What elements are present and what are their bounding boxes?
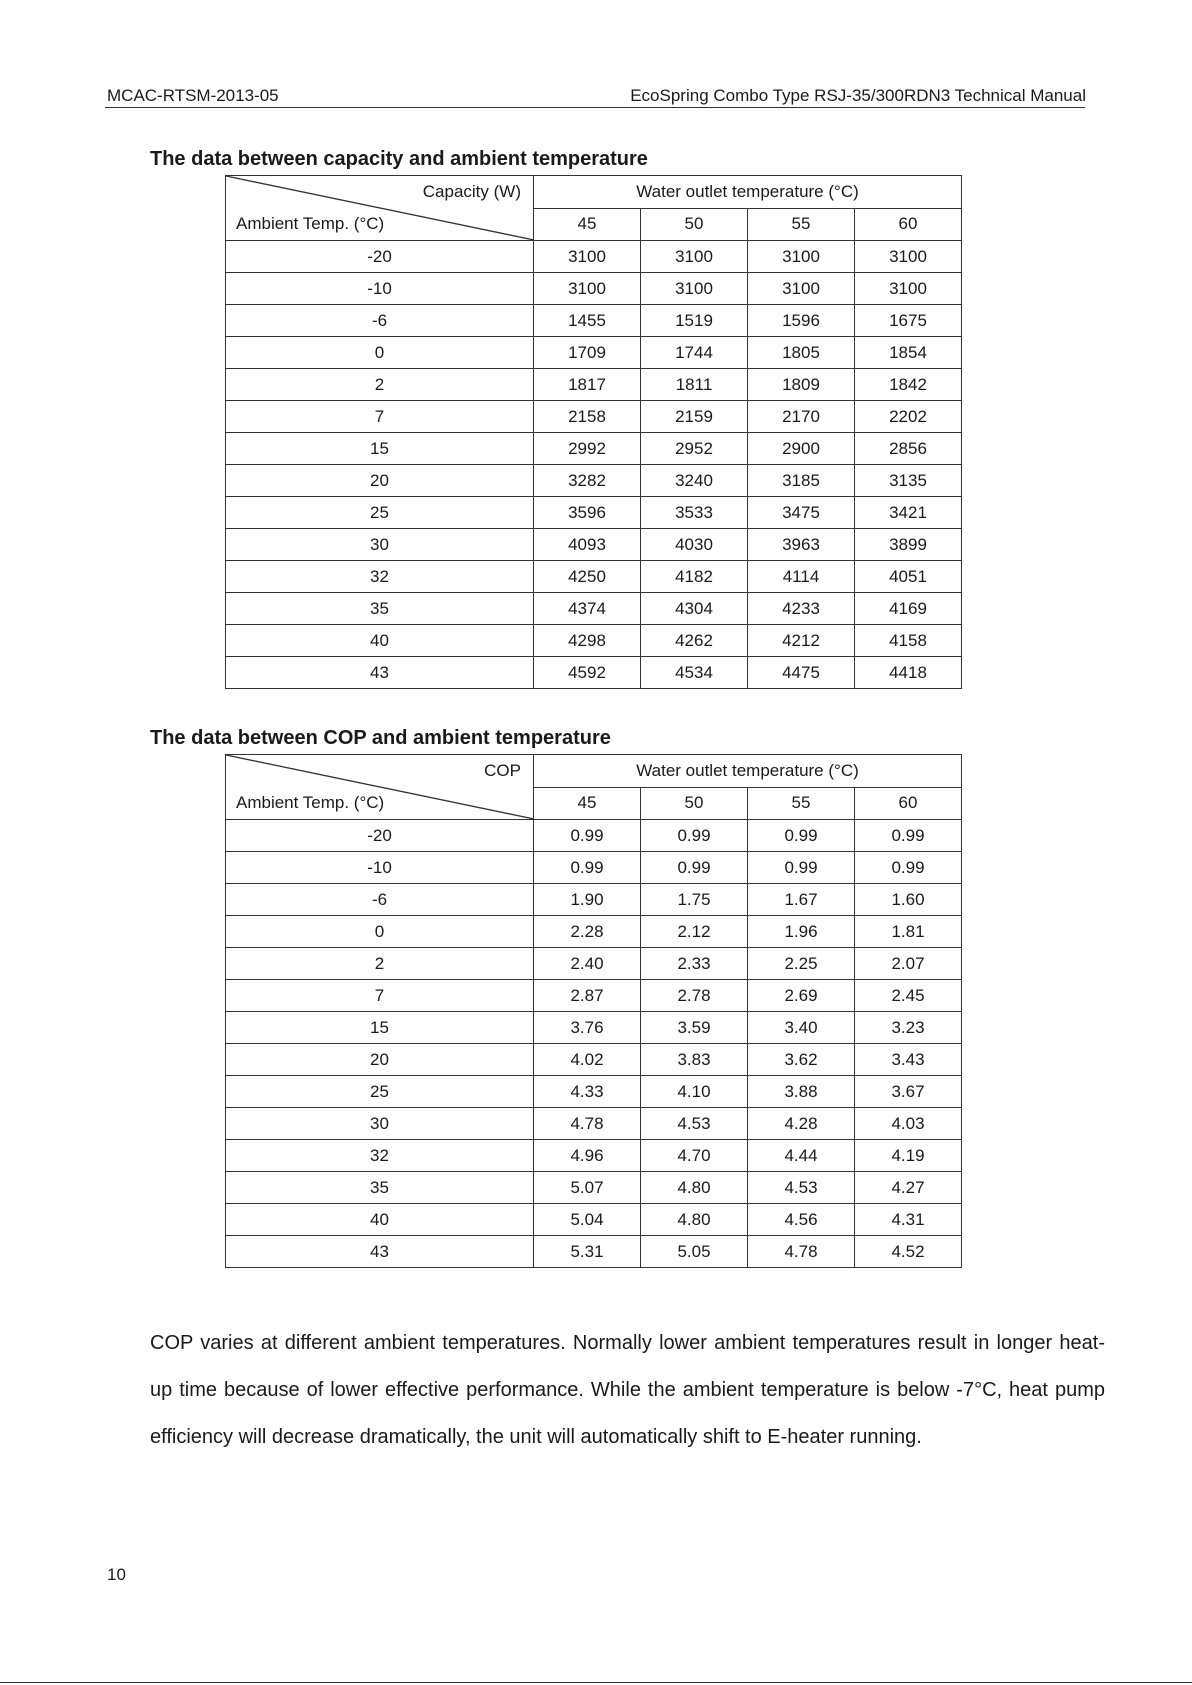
value-cell: 2.45 <box>855 980 962 1012</box>
table-row <box>226 1236 962 1268</box>
table-row <box>226 305 962 337</box>
page-number: 10 <box>107 1565 126 1584</box>
value-cell: 4.44 <box>748 1140 855 1172</box>
value-cell: 4158 <box>855 625 962 657</box>
ambient-temp-cell: -6 <box>226 305 534 337</box>
value-cell: 3282 <box>534 465 641 497</box>
table-row <box>226 852 962 884</box>
value-cell: 4.56 <box>748 1204 855 1236</box>
corner-ambient-label: Ambient Temp. (°C) <box>236 214 385 233</box>
value-cell: 3.43 <box>855 1044 962 1076</box>
value-cell: 3100 <box>748 273 855 305</box>
ambient-temp-cell: 25 <box>226 1076 534 1108</box>
value-cell: 4.19 <box>855 1140 962 1172</box>
table-row <box>226 465 962 497</box>
ambient-temp-cell: 20 <box>226 1044 534 1076</box>
value-cell: 4298 <box>534 625 641 657</box>
value-cell: 3596 <box>534 497 641 529</box>
corner-quantity-label: Capacity (W) <box>422 182 521 201</box>
table-row <box>226 593 962 625</box>
value-cell: 3.23 <box>855 1012 962 1044</box>
outlet-temp-header: 45 <box>534 787 641 820</box>
value-cell: 3.88 <box>748 1076 855 1108</box>
value-cell: 5.31 <box>534 1236 641 1268</box>
table-row <box>226 241 962 273</box>
value-cell: 2170 <box>748 401 855 433</box>
value-cell: 1811 <box>641 369 748 401</box>
ambient-temp-cell: -20 <box>226 820 534 852</box>
value-cell: 1.81 <box>855 916 962 948</box>
ambient-temp-cell: -10 <box>226 852 534 884</box>
value-cell: 2900 <box>748 433 855 465</box>
value-cell: 4.10 <box>641 1076 748 1108</box>
table-row <box>226 1108 962 1140</box>
body-paragraph: COP varies at different ambient temperatures. Normally lower ambient temperatures result in longer heat-up time because of lower effective performance. While the ambient temperature is below -7°C, heat pump efficiency will decrease dramatically, the unit will automatically shift to E-heater running. <box>150 1332 1105 1448</box>
value-cell: 2202 <box>855 401 962 433</box>
value-cell: 3533 <box>641 497 748 529</box>
corner-quantity-label: COP <box>484 761 521 780</box>
ambient-temp-cell: 25 <box>226 497 534 529</box>
capacity-table <box>225 175 962 689</box>
value-cell: 1809 <box>748 369 855 401</box>
value-cell: 3240 <box>641 465 748 497</box>
table-row <box>226 1076 962 1108</box>
table-row <box>226 497 962 529</box>
value-cell: 0.99 <box>534 820 641 852</box>
outlet-temp-header: 45 <box>534 208 641 241</box>
cop-table-title: The data between COP and ambient temperature <box>150 727 611 749</box>
value-cell: 1596 <box>748 305 855 337</box>
value-cell: 2158 <box>534 401 641 433</box>
table-row <box>226 1044 962 1076</box>
ambient-temp-cell: -20 <box>226 241 534 273</box>
value-cell: 3.40 <box>748 1012 855 1044</box>
header-manual-title: EcoSpring Combo Type RSJ-35/300RDN3 Technical Manual <box>630 86 1086 105</box>
value-cell: 4250 <box>534 561 641 593</box>
ambient-temp-cell: 43 <box>226 1236 534 1268</box>
table-row <box>226 657 962 689</box>
value-cell: 4.80 <box>641 1204 748 1236</box>
value-cell: 2.87 <box>534 980 641 1012</box>
ambient-temp-cell: 40 <box>226 625 534 657</box>
ambient-temp-cell: 43 <box>226 657 534 689</box>
value-cell: 4233 <box>748 593 855 625</box>
ambient-temp-cell: 35 <box>226 593 534 625</box>
value-cell: 4114 <box>748 561 855 593</box>
value-cell: 2.07 <box>855 948 962 980</box>
value-cell: 0.99 <box>641 852 748 884</box>
ambient-temp-cell: 32 <box>226 1140 534 1172</box>
table-row <box>226 369 962 401</box>
ambient-temp-cell: 30 <box>226 529 534 561</box>
value-cell: 3.76 <box>534 1012 641 1044</box>
value-cell: 3135 <box>855 465 962 497</box>
value-cell: 3100 <box>641 273 748 305</box>
value-cell: 3100 <box>748 241 855 273</box>
value-cell: 4051 <box>855 561 962 593</box>
header-rule <box>105 107 1085 108</box>
value-cell: 3421 <box>855 497 962 529</box>
ambient-temp-cell: 0 <box>226 337 534 369</box>
ambient-temp-cell: 0 <box>226 916 534 948</box>
value-cell: 4.70 <box>641 1140 748 1172</box>
value-cell: 4030 <box>641 529 748 561</box>
value-cell: 3.62 <box>748 1044 855 1076</box>
value-cell: 0.99 <box>748 852 855 884</box>
value-cell: 1455 <box>534 305 641 337</box>
value-cell: 4.31 <box>855 1204 962 1236</box>
ambient-temp-cell: 30 <box>226 1108 534 1140</box>
value-cell: 1675 <box>855 305 962 337</box>
ambient-temp-cell: -10 <box>226 273 534 305</box>
value-cell: 1.75 <box>641 884 748 916</box>
value-cell: 4.02 <box>534 1044 641 1076</box>
value-cell: 5.04 <box>534 1204 641 1236</box>
value-cell: 3.83 <box>641 1044 748 1076</box>
value-cell: 4.53 <box>641 1108 748 1140</box>
ambient-temp-cell: 40 <box>226 1204 534 1236</box>
value-cell: 3475 <box>748 497 855 529</box>
value-cell: 4.52 <box>855 1236 962 1268</box>
value-cell: 3100 <box>534 273 641 305</box>
value-cell: 1.60 <box>855 884 962 916</box>
value-cell: 1.96 <box>748 916 855 948</box>
ambient-temp-cell: 32 <box>226 561 534 593</box>
ambient-temp-cell: 2 <box>226 369 534 401</box>
value-cell: 4169 <box>855 593 962 625</box>
group-header: Water outlet temperature (°C) <box>534 755 962 788</box>
table-row <box>226 273 962 305</box>
value-cell: 2856 <box>855 433 962 465</box>
value-cell: 2.40 <box>534 948 641 980</box>
value-cell: 1709 <box>534 337 641 369</box>
outlet-temp-header: 60 <box>855 208 962 241</box>
value-cell: 4.96 <box>534 1140 641 1172</box>
value-cell: 4.27 <box>855 1172 962 1204</box>
table-row <box>226 561 962 593</box>
value-cell: 3185 <box>748 465 855 497</box>
value-cell: 3963 <box>748 529 855 561</box>
value-cell: 1519 <box>641 305 748 337</box>
value-cell: 1817 <box>534 369 641 401</box>
value-cell: 0.99 <box>534 852 641 884</box>
table-row <box>226 625 962 657</box>
value-cell: 4093 <box>534 529 641 561</box>
value-cell: 3100 <box>855 241 962 273</box>
value-cell: 2.78 <box>641 980 748 1012</box>
value-cell: 3100 <box>641 241 748 273</box>
value-cell: 1805 <box>748 337 855 369</box>
value-cell: 2.33 <box>641 948 748 980</box>
value-cell: 4.33 <box>534 1076 641 1108</box>
value-cell: 4.03 <box>855 1108 962 1140</box>
outlet-temp-header: 55 <box>748 208 855 241</box>
value-cell: 0.99 <box>855 820 962 852</box>
value-cell: 0.99 <box>748 820 855 852</box>
value-cell: 1.90 <box>534 884 641 916</box>
value-cell: 4.80 <box>641 1172 748 1204</box>
value-cell: 4304 <box>641 593 748 625</box>
value-cell: 3.67 <box>855 1076 962 1108</box>
value-cell: 1744 <box>641 337 748 369</box>
value-cell: 2952 <box>641 433 748 465</box>
value-cell: 4182 <box>641 561 748 593</box>
page-bottom-edge <box>0 1682 1192 1683</box>
outlet-temp-header: 60 <box>855 787 962 820</box>
value-cell: 2.69 <box>748 980 855 1012</box>
table-row <box>226 1012 962 1044</box>
outlet-temp-header: 55 <box>748 787 855 820</box>
value-cell: 4212 <box>748 625 855 657</box>
value-cell: 4475 <box>748 657 855 689</box>
table-row <box>226 884 962 916</box>
table-row <box>226 916 962 948</box>
value-cell: 2.25 <box>748 948 855 980</box>
value-cell: 3100 <box>855 273 962 305</box>
group-header: Water outlet temperature (°C) <box>534 176 962 209</box>
table-row <box>226 948 962 980</box>
value-cell: 5.07 <box>534 1172 641 1204</box>
table-row <box>226 529 962 561</box>
header-doc-code: MCAC-RTSM-2013-05 <box>107 86 279 105</box>
value-cell: 2.28 <box>534 916 641 948</box>
value-cell: 4.28 <box>748 1108 855 1140</box>
ambient-temp-cell: -6 <box>226 884 534 916</box>
ambient-temp-cell: 20 <box>226 465 534 497</box>
table-row <box>226 433 962 465</box>
value-cell: 3899 <box>855 529 962 561</box>
value-cell: 1.67 <box>748 884 855 916</box>
value-cell: 4.53 <box>748 1172 855 1204</box>
value-cell: 4374 <box>534 593 641 625</box>
corner-header-cell <box>226 176 534 241</box>
corner-header-cell <box>226 755 534 820</box>
ambient-temp-cell: 15 <box>226 433 534 465</box>
value-cell: 4418 <box>855 657 962 689</box>
value-cell: 1854 <box>855 337 962 369</box>
value-cell: 2.12 <box>641 916 748 948</box>
value-cell: 0.99 <box>641 820 748 852</box>
capacity-table-title: The data between capacity and ambient temperature <box>150 148 648 170</box>
ambient-temp-cell: 7 <box>226 401 534 433</box>
value-cell: 5.05 <box>641 1236 748 1268</box>
table-row <box>226 820 962 852</box>
value-cell: 4534 <box>641 657 748 689</box>
table-row <box>226 1172 962 1204</box>
value-cell: 4592 <box>534 657 641 689</box>
table-row <box>226 980 962 1012</box>
value-cell: 0.99 <box>855 852 962 884</box>
table-row <box>226 401 962 433</box>
outlet-temp-header: 50 <box>641 208 748 241</box>
value-cell: 4262 <box>641 625 748 657</box>
outlet-temp-header: 50 <box>641 787 748 820</box>
value-cell: 3100 <box>534 241 641 273</box>
table-row <box>226 1204 962 1236</box>
ambient-temp-cell: 2 <box>226 948 534 980</box>
value-cell: 3.59 <box>641 1012 748 1044</box>
ambient-temp-cell: 7 <box>226 980 534 1012</box>
cop-table <box>225 754 962 1268</box>
ambient-temp-cell: 35 <box>226 1172 534 1204</box>
corner-ambient-label: Ambient Temp. (°C) <box>236 793 385 812</box>
value-cell: 2992 <box>534 433 641 465</box>
value-cell: 1842 <box>855 369 962 401</box>
value-cell: 4.78 <box>534 1108 641 1140</box>
value-cell: 2159 <box>641 401 748 433</box>
table-row <box>226 337 962 369</box>
table-row <box>226 1140 962 1172</box>
value-cell: 4.78 <box>748 1236 855 1268</box>
ambient-temp-cell: 15 <box>226 1012 534 1044</box>
